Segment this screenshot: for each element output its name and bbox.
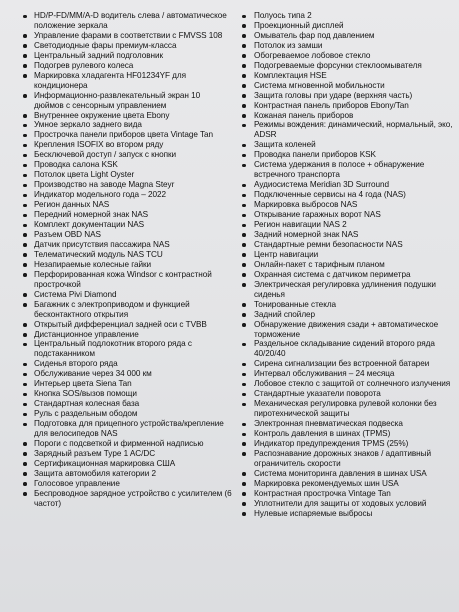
feature-list-item: Комплект документации NAS [22,220,232,230]
feature-list-item: HD/P-FD/MM/A-D водитель слева / автоматическое положение зеркала [22,11,232,31]
feature-list-item: Пороги с подсветкой и фирменной надписью [22,439,232,449]
feature-list-item: Лобовое стекло с защитой от солнечного излучения [241,379,453,389]
feature-list-item: Режимы вождения: динамический, нормальный, эко, ADSR [241,120,453,140]
feature-list-item: Голосовое управление [22,479,232,489]
feature-list-item: Тонированные стекла [241,300,453,310]
feature-list-item: Система мониторинга давления в шинах USA [241,469,453,479]
feature-list-item: Управление фарами в соответствии с FMVSS 108 [22,31,232,41]
feature-list-item: Центральный подлокотник второго ряда с подстаканником [22,339,232,359]
feature-list-item: Беспроводное зарядное устройство с усилителем (6 частот) [22,489,232,509]
feature-list-item: Незапираемые колесные гайки [22,260,232,270]
feature-list-item: Умное зеркало заднего вида [22,120,232,130]
feature-list-item: Интерьер цвета Siena Tan [22,379,232,389]
feature-list-item: Нулевые испаряемые выбросы [241,509,453,519]
feature-list-item: Разъем OBD NAS [22,230,232,240]
feature-list-item: Передний номерной знак NAS [22,210,232,220]
feature-list-item: Стандартная колесная база [22,399,232,409]
feature-list-item: Перфорированная кожа Windsor с контрастной прострочкой [22,270,232,290]
feature-list-item: Кожаная панель приборов [241,111,453,121]
feature-list-item: Информационно-развлекательный экран 10 дюймов с сенсорным управлением [22,91,232,111]
feature-list-item: Открывание гаражных ворот NAS [241,210,453,220]
feature-list-item: Проводка панели приборов KSK [241,150,453,160]
feature-list-item: Индикатор модельного года – 2022 [22,190,232,200]
feature-list-item: Защита автомобиля категории 2 [22,469,232,479]
feature-list-item: Охранная система с датчиком периметра [241,270,453,280]
feature-list-item: Внутреннее окружение цвета Ebony [22,111,232,121]
feature-list-item: Обнаружение движения сзади + автоматическое торможение [241,320,453,340]
feature-list-item: Маркировка выбросов NAS [241,200,453,210]
feature-list-item: Уплотнители для защиты от ходовых условий [241,499,453,509]
feature-list-item: Подключенные сервисы на 4 года (NAS) [241,190,453,200]
feature-list-item: Телематический модуль NAS TCU [22,250,232,260]
feature-list-item: Регион данных NAS [22,200,232,210]
feature-list-item: Комплектация HSE [241,71,453,81]
feature-list-item: Центральный задний подголовник [22,51,232,61]
feature-list-item: Полуось типа 2 [241,11,453,21]
feature-list-item: Кнопка SOS/вызов помощи [22,389,232,399]
feature-list-item: Электронная пневматическая подвеска [241,419,453,429]
feature-list-item: Потолок из замши [241,41,453,51]
feature-list-item: Крепления ISOFIX во втором ряду [22,140,232,150]
feature-list-item: Бесключевой доступ / запуск с кнопки [22,150,232,160]
feature-list-item: Система удержания в полосе + обнаружение встречного транспорта [241,160,453,180]
feature-list-item: Онлайн-пакет с тарифным планом [241,260,453,270]
feature-list-item: Прострочка панели приборов цвета Vintage Tan [22,130,232,140]
feature-list-item: Проекционный дисплей [241,21,453,31]
feature-list-item: Индикатор предупреждения TPMS (25%) [241,439,453,449]
feature-list-item: Интервал обслуживания – 24 месяца [241,369,453,379]
feature-list-item: Защита коленей [241,140,453,150]
feature-list-item: Сирена сигнализации без встроенной батареи [241,359,453,369]
feature-list-item: Стандартные ремни безопасности NAS [241,240,453,250]
feature-list-item: Контрастная прострочка Vintage Tan [241,489,453,499]
feature-list-item: Электрическая регулировка удлинения подушки сиденья [241,280,453,300]
feature-list-item: Сиденья второго ряда [22,359,232,369]
feature-list-item: Руль с раздельным ободом [22,409,232,419]
feature-list-item: Контроль давления в шинах (TPMS) [241,429,453,439]
feature-list-item: Защита головы при ударе (верхняя часть) [241,91,453,101]
feature-list-item: Маркировка хладагента HF01234YF для кондиционера [22,71,232,91]
feature-list-item: Обслуживание через 34 000 км [22,369,232,379]
left-column [22,11,232,509]
feature-list-item: Распознавание дорожных знаков / адаптивный ограничитель скорости [241,449,453,469]
feature-list-item: Раздельное складывание сидений второго ряда 40/20/40 [241,339,453,359]
feature-list-item: Датчик присутствия пассажира NAS [22,240,232,250]
feature-list-item: Система Pivi Diamond [22,290,232,300]
feature-list-item: Открытый дифференциал задней оси с TVBB [22,320,232,330]
right-column [241,11,453,519]
feature-list-item: Аудиосистема Meridian 3D Surround [241,180,453,190]
feature-list-item: Задний номерной знак NAS [241,230,453,240]
feature-list-item: Задний спойлер [241,310,453,320]
feature-list-item: Подогрев рулевого колеса [22,61,232,71]
feature-list-item: Стандартные указатели поворота [241,389,453,399]
feature-list-item: Подготовка для прицепного устройства/крепление для велосипедов NAS [22,419,232,439]
feature-list-item: Омыватель фар под давлением [241,31,453,41]
feature-list-item: Механическая регулировка рулевой колонки без пиротехнической защиты [241,399,453,419]
feature-list-item: Регион навигации NAS 2 [241,220,453,230]
feature-list-item: Система мгновенной мобильности [241,81,453,91]
feature-list-item: Производство на заводе Magna Steyr [22,180,232,190]
feature-list-item: Дистанционное управление [22,330,232,340]
feature-list-item: Зарядный разъем Type 1 AC/DC [22,449,232,459]
feature-list-item: Подогреваемые форсунки стеклоомывателя [241,61,453,71]
feature-list-item: Проводка салона KSK [22,160,232,170]
feature-list-item: Центр навигации [241,250,453,260]
feature-list-item: Багажник с электроприводом и функцией бесконтактного открытия [22,300,232,320]
feature-list-item: Обогреваемое лобовое стекло [241,51,453,61]
feature-list-item: Потолок цвета Light Oyster [22,170,232,180]
feature-list-item: Контрастная панель приборов Ebony/Tan [241,101,453,111]
feature-list-item: Маркировка рекомендуемых шин USA [241,479,453,489]
feature-list-item: Сертификационная маркировка США [22,459,232,469]
feature-list-item: Светодиодные фары премиум-класса [22,41,232,51]
